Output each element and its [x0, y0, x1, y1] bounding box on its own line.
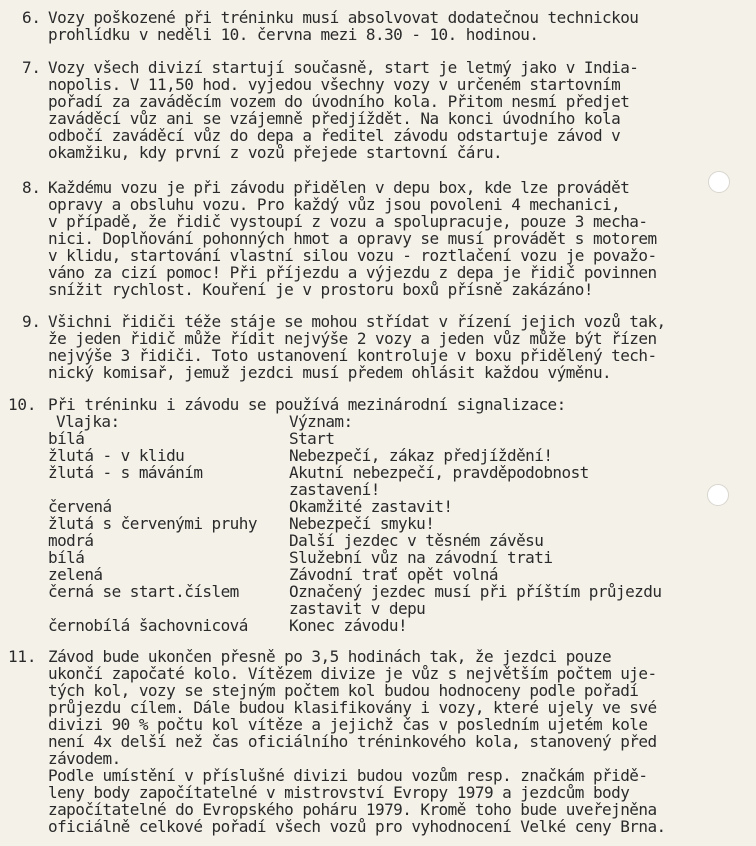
- flag-meaning-cont: zastavit v depu: [289, 599, 426, 618]
- flag-name: žlutá - v klidu: [48, 446, 185, 465]
- paragraph-11-line: Podle umístění v příslušné divizi budou vozům resp. značkám přidě-: [48, 766, 648, 785]
- paragraph-9-number: 9.: [22, 312, 41, 331]
- paragraph-8-line: v klidu, startování vlastní silou vozu - roztlačení vozu je považo-: [48, 246, 657, 265]
- paragraph-11-line: průjezdu cílem. Dále budou klasifikovány i vozy, které ujely ve své: [48, 698, 657, 717]
- flag-meaning: Start: [289, 429, 335, 448]
- flag-name: modrá: [48, 531, 94, 550]
- paragraph-8-line: Každému vozu je při závodu přidělen v depu box, kde lze provádět: [48, 178, 630, 197]
- paragraph-11-line: závodem.: [48, 749, 121, 768]
- paragraph-7-line: zaváděcí vůz ani se vzájemně předjíždět. Na konci úvodního kola: [48, 109, 621, 128]
- paragraph-11-line: divizi 90 % počtu kol vítěze a jejichž čas v posledním ujetém kole: [48, 715, 648, 734]
- paragraph-7-line: nopolis. V 11,50 hod. vyjedou všechny vozy v určeném startovním: [48, 75, 621, 94]
- flag-name: bílá: [48, 429, 85, 448]
- paragraph-9-line: že jeden řidič může řídit nejvýše 2 vozy a jeden vůz může být řízen: [48, 329, 657, 348]
- paragraph-11-line: Závod bude ukončen přesně po 3,5 hodinách tak, že jezdci pouze: [48, 647, 612, 666]
- paragraph-8-line: opravy a obsluhu vozu. Pro každý vůz jsou povoleni 4 mechanici,: [48, 195, 621, 214]
- flag-name: černobílá šachovnicová: [48, 616, 248, 635]
- flag-meaning: Akutní nebezpečí, pravděpodobnost: [289, 463, 589, 482]
- paragraph-7-number: 7.: [22, 58, 41, 77]
- flag-meaning: Okamžité zastavit!: [289, 497, 453, 516]
- paragraph-11-number: 11.: [8, 647, 37, 666]
- flag-meaning: Závodní trať opět volná: [289, 565, 498, 584]
- column-header-meaning: Význam:: [289, 412, 353, 431]
- paragraph-6-line: Vozy poškozené při tréninku musí absolvovat dodatečnou technickou: [48, 8, 639, 27]
- flag-name: zelená: [48, 565, 103, 584]
- paragraph-11-line: oficiálně celkové pořadí všech vozů pro vyhodnocení Velké ceny Brna.: [48, 817, 666, 836]
- flag-meaning: Označený jezdec musí při příštím průjezdu: [289, 582, 662, 601]
- paragraph-11-line: ukončí započaté kolo. Vítězem divize je vůz s největším počtem uje-: [48, 664, 657, 683]
- paragraph-6-line: prohlídku v neděli 10. června mezi 8.30 - 10. hodinou.: [48, 25, 539, 44]
- paragraph-8-line: snížit rychlost. Kouření je v prostoru boxů přísně zakázáno!: [48, 280, 593, 299]
- flag-name: bílá: [48, 548, 85, 567]
- paragraph-10-number: 10.: [8, 395, 37, 414]
- flag-meaning-cont: zastavení!: [289, 480, 380, 499]
- paragraph-11-line: tých kol, vozy se stejným počtem kol budou hodnoceny podle pořadí: [48, 681, 639, 700]
- paragraph-9-line: Všichni řidiči téže stáje se mohou střídat v řízení jejich vozů tak,: [48, 312, 666, 331]
- flag-meaning: Služební vůz na závodní trati: [289, 548, 553, 567]
- paragraph-6-number: 6.: [22, 8, 41, 27]
- paragraph-7-line: odbočí zaváděcí vůz do depa a ředitel závodu odstartuje závod v: [48, 126, 621, 145]
- punch-hole-upper: [708, 171, 730, 193]
- paragraph-8-line: váno za cizí pomoc! Při příjezdu a výjezdu z depa je řidič povinnen: [48, 263, 657, 282]
- flag-meaning: Nebezpečí smyku!: [289, 514, 435, 533]
- paragraph-7-line: pořadí za zaváděcím vozem do úvodního kola. Přitom nesmí předjet: [48, 92, 630, 111]
- signal-intro: Při tréninku i závodu se používá mezinárodní signalizace:: [48, 395, 566, 414]
- flag-meaning: Konec závodu!: [289, 616, 408, 635]
- flag-name: žlutá s červenými pruhy: [48, 514, 257, 533]
- flag-name: černá se start.číslem: [48, 582, 239, 601]
- punch-hole-lower: [707, 484, 729, 506]
- paragraph-8-number: 8.: [22, 178, 41, 197]
- column-header-flag: Vlajka:: [56, 412, 120, 431]
- paragraph-8-line: nici. Doplňování pohonných hmot a opravy se musí provádět s motorem: [48, 229, 657, 248]
- flag-name: žlutá - s máváním: [48, 463, 203, 482]
- paragraph-11-line: započítatelné do Evropského poháru 1979. Kromě toho bude uveřejněna: [48, 800, 657, 819]
- paragraph-9-line: nejvýše 3 řidiči. Toto ustanovení kontroluje v boxu přidělený tech-: [48, 346, 657, 365]
- paragraph-7-line: okamžiku, kdy první z vozů přejede startovní čáru.: [48, 143, 503, 162]
- paragraph-8-line: v případě, že řidič vystoupí z vozu a spolupracuje, pouze 3 mecha-: [48, 212, 648, 231]
- paragraph-9-line: nický komisař, jemuž jezdci musí předem ohlásit každou výměnu.: [48, 363, 612, 382]
- paragraph-11-line: není 4x delší než čas oficiálního tréninkového kola, stanovený před: [48, 732, 657, 751]
- paragraph-11-line: leny body započítatelné v mistrovství Evropy 1979 a jezdcům body: [48, 783, 630, 802]
- flag-name: červená: [48, 497, 112, 516]
- flag-meaning: Nebezpečí, zákaz předjíždění!: [289, 446, 553, 465]
- flag-meaning: Další jezdec v těsném závěsu: [289, 531, 544, 550]
- paragraph-7-line: Vozy všech divizí startují současně, start je letmý jako v India-: [48, 58, 639, 77]
